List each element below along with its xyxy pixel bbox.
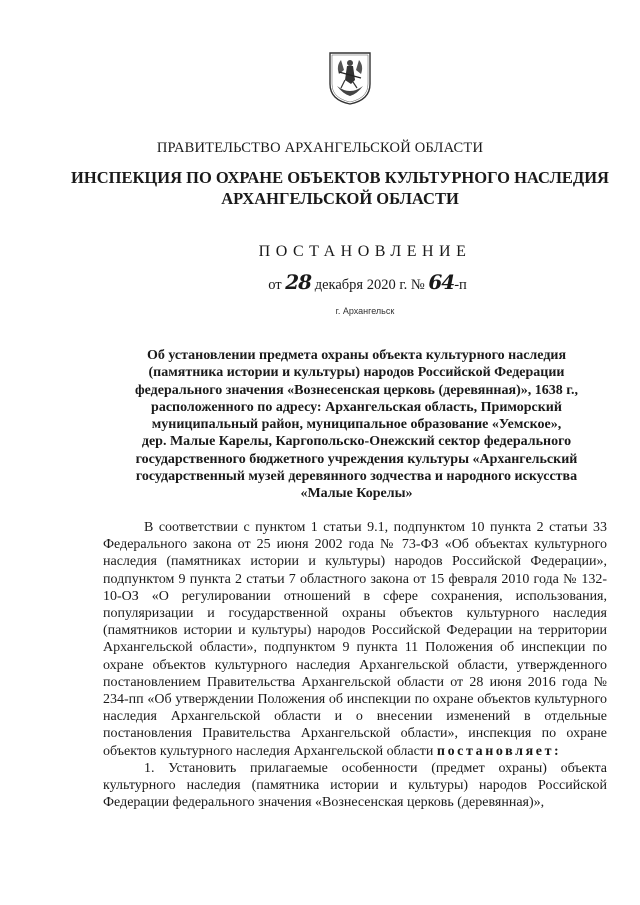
- date-day-handwritten: 28: [285, 270, 312, 294]
- inspection-title-line1: ИНСПЕКЦИЯ ПО ОХРАНЕ ОБЪЕКТОВ КУЛЬТУРНОГО НАСЛЕДИЯ: [71, 168, 609, 187]
- subject-line: государственного бюджетного учреждения культуры «Архангельский: [135, 451, 578, 467]
- document-city: г. Архангельск: [335, 306, 395, 316]
- preamble-text: В соответствии с пунктом 1 статьи 9.1, подпунктом 10 пункта 2 статьи 33 Федерального закона от 25 июня 2002 года № 73-ФЗ «Об объектах культурного наследия (памятниках истории и культуры) народов Российской Федерации», подпунктом 9 пункта 2 статьи 7 областного закона от 15 февраля 2010 года № 132-10-ОЗ «О регулировании отношений в сфере сохранения, использования, популяризации и государственной охраны объектов культурного наследия (памятников истории и культуры) народов Российской Федерации на территории Архангельской области», подпунктом 9 пункта 11 Положения об инспекции по охране объектов культурного наследия Архангельской области, утвержденного постановлением Правительства Архангельской области от 28 июня 2016 года № 234-пп «Об утверждении Положения об инспекции по охране объектов культурного наследия Архангельской области и о внесении изменений в отдельные постановления Правительства Архангельской области», инспекция по охране объектов культурного наследия Архангельской области: [103, 520, 607, 759]
- subject-line: «Малые Корелы»: [300, 486, 413, 502]
- document-number-handwritten: 64: [428, 270, 455, 294]
- document-number-suffix: -п: [454, 277, 467, 293]
- subject-line: Об установлении предмета охраны объекта культурного наследия: [146, 348, 567, 363]
- date-rest: декабря 2020 г. №: [314, 277, 425, 293]
- body-paragraph-preamble: [103, 519, 607, 760]
- inspection-title: [60, 167, 620, 209]
- inspection-title-line2: АРХАНГЕЛЬСКОЙ ОБЛАСТИ: [221, 189, 459, 208]
- government-title: ПРАВИТЕЛЬСТВО АРХАНГЕЛЬСКОЙ ОБЛАСТИ: [156, 140, 484, 156]
- document-body: [103, 519, 607, 811]
- date-prefix: от: [268, 277, 282, 293]
- body-paragraph-item-1: 1. Установить прилагаемые особенности (предмет охраны) объекта культурного наследия (памятника истории и культуры) народов Российской Федерации федерального значения «Вознесенская церковь (деревянная)»,: [103, 760, 607, 811]
- subject-line: расположенного по адресу: Архангельская область, Приморский: [151, 399, 562, 415]
- document-subject: [85, 347, 628, 503]
- subject-line: государственный музей деревянного зодчества и народного искусства: [135, 469, 578, 485]
- resolves-word: постановляет:: [436, 743, 562, 759]
- document-type: ПОСТАНОВЛЕНИЕ: [258, 243, 472, 260]
- subject-line: федерального значения «Вознесенская церковь (деревянная)», 1638 г.,: [134, 382, 579, 398]
- subject-line: муниципальный район, муниципальное образование «Уемское»,: [151, 417, 562, 433]
- document-date: [0, 270, 640, 294]
- subject-line: дер. Малые Карелы, Каргопольско-Онежский сектор федерального: [141, 434, 572, 450]
- subject-line: (памятника истории и культуры) народов Российской Федерации: [148, 365, 565, 381]
- coat-of-arms-icon: [327, 50, 373, 106]
